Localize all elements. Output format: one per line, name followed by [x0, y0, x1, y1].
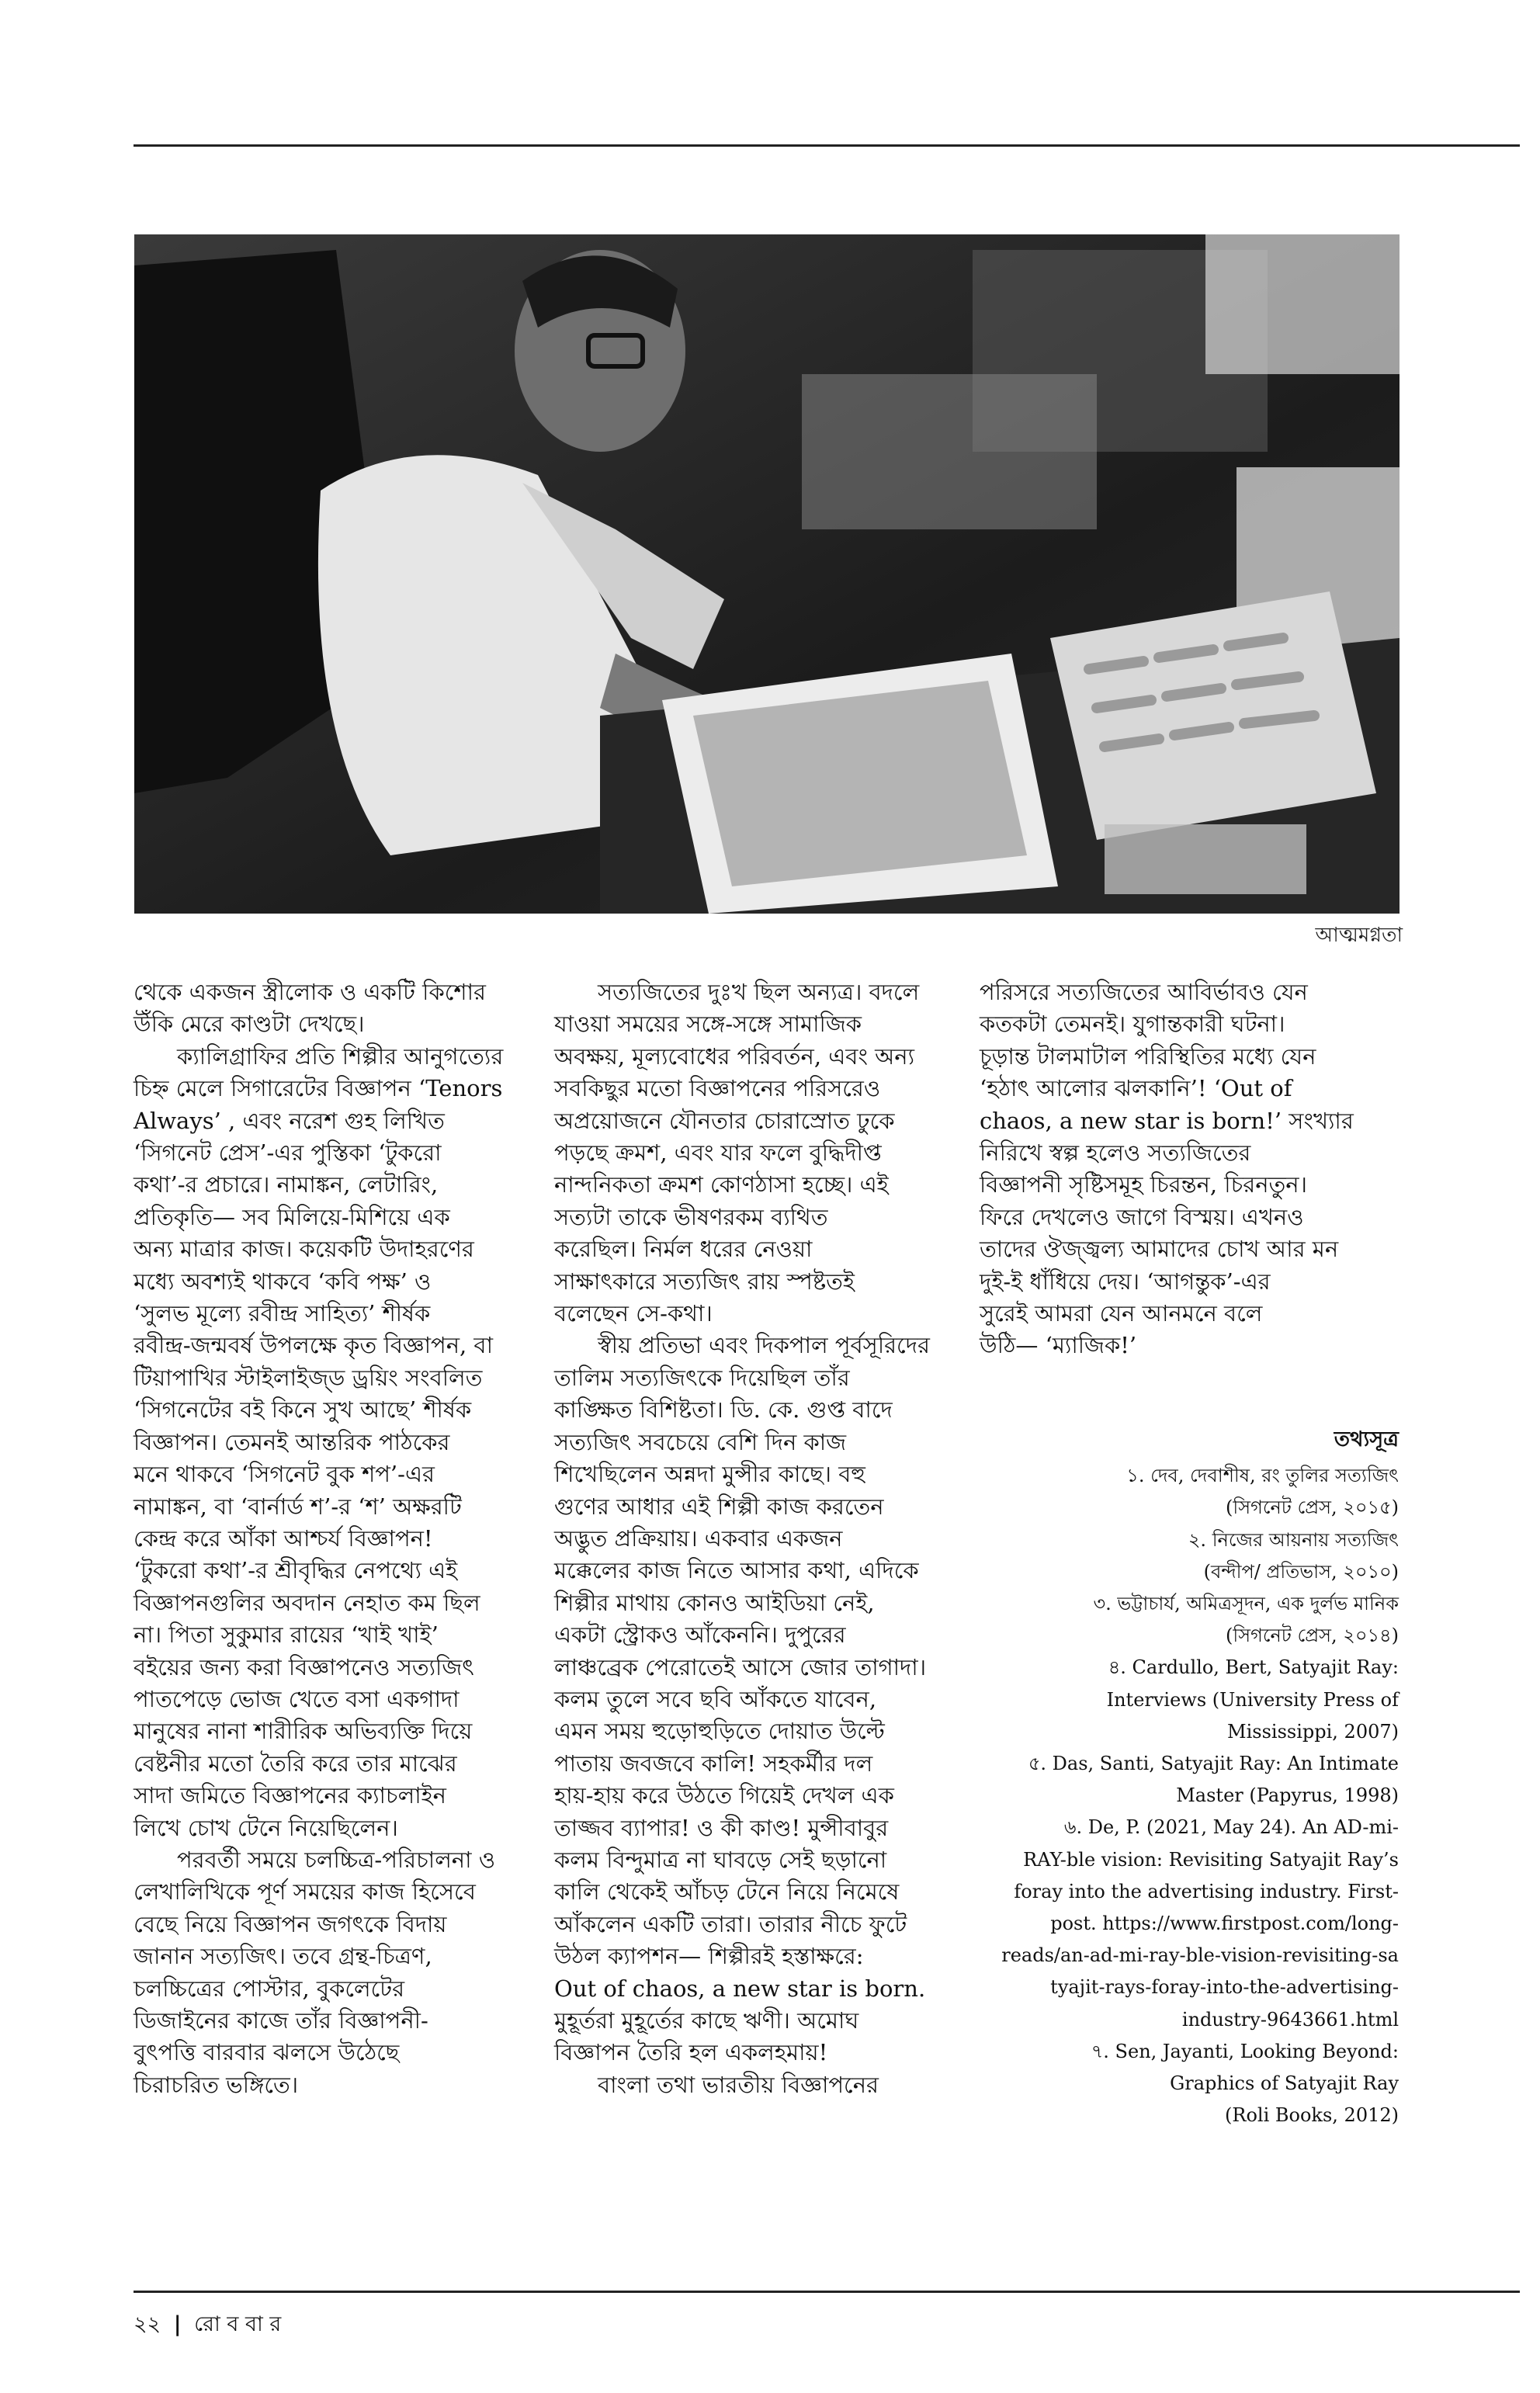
- sources-section: [980, 1424, 1399, 2131]
- article-line: Out of chaos, a new star is born.: [554, 1975, 926, 2002]
- article-line: সাদা জমিতে বিজ্ঞাপনের ক্যাচলাইন: [134, 1782, 446, 1809]
- article-line: ‘টুকরো কথা’-র শ্রীবৃদ্ধির নেপথ্যে এই: [134, 1557, 458, 1584]
- article-line: চূড়ান্ত টালমাটাল পরিস্থিতির মধ্যে যেন: [980, 1042, 1316, 1070]
- article-line: অন্য মাত্রার কাজ। কয়েকটি উদাহরণের: [134, 1236, 474, 1263]
- article-line: কাঙ্ক্ষিত বিশিষ্টতা। ডি. কে. গুপ্ত বাদে: [554, 1396, 893, 1424]
- source-line: post. https://www.firstpost.com/long-: [1050, 1913, 1399, 1935]
- photo-caption: আত্মমগ্নতা: [1315, 924, 1403, 947]
- page-number: ২২: [134, 2312, 161, 2336]
- article-line: নিরিখে স্বল্প হলেও সত্যজিতের: [980, 1139, 1251, 1167]
- article-line: ডিজাইনের কাজে তাঁর বিজ্ঞাপনী-: [134, 2007, 428, 2034]
- article-line: উঁকি মেরে কাণ্ডটা দেখছে।: [134, 1011, 365, 1038]
- article-line: চিরাচরিত ভঙ্গিতে।: [134, 2071, 299, 2098]
- source-line: ৭. Sen, Jayanti, Looking Beyond:: [1091, 2040, 1399, 2062]
- article-column-3: [980, 976, 1399, 1362]
- source-line: (সিগনেট প্রেস, ২০১৫): [1226, 1496, 1399, 1519]
- article-line: সাক্ষাৎকারে সত্যজিৎ রায় স্পষ্টতই: [554, 1268, 855, 1295]
- article-line: পাতপেড়ে ভোজ খেতে বসা একগাদা: [134, 1685, 460, 1712]
- source-line: Mississippi, 2007): [1227, 1720, 1399, 1743]
- article-line: দুই-ই ধাঁধিয়ে দেয়। ‘আগন্তুক’-এর: [980, 1268, 1271, 1295]
- article-line: করেছিল। নির্মল ধরের নেওয়া: [554, 1236, 813, 1263]
- source-line: ৩. ভট্টাচার্য, অমিত্রসূদন, এক দুর্লভ মানিক: [1093, 1593, 1399, 1615]
- article-line: সত্যটা তাকে ভীষণরকম ব্যথিত: [554, 1203, 828, 1230]
- source-line: Interviews (University Press of: [1106, 1688, 1399, 1711]
- article-line: ক্যালিগ্রাফির প্রতি শিল্পীর আনুগত্যের: [177, 1042, 504, 1070]
- article-line: Always’ , এবং নরেশ গুহ লিখিত: [134, 1107, 445, 1134]
- article-line: মধ্যে অবশ্যই থাকবে ‘কবি পক্ষ’ ও: [134, 1268, 432, 1295]
- article-line: ‘সিগনেটের বই কিনে সুখ আছে’ শীর্ষক: [134, 1396, 472, 1424]
- article-line: নামাঙ্কন, বা ‘বার্নার্ড শ’-র ‘শ’ অক্ষরটি: [134, 1493, 462, 1520]
- source-line: RAY-ble vision: Revisiting Satyajit Ray’s: [1023, 1848, 1399, 1871]
- article-line: কলম তুলে সবে ছবি আঁকতে যাবেন,: [554, 1685, 877, 1712]
- article-line: অদ্ভুত প্রক্রিয়ায়। একবার একজন: [554, 1524, 843, 1552]
- magazine-name: রো ব বা র: [194, 2312, 282, 2336]
- article-line: ‘সুলভ মূল্যে রবীন্দ্র সাহিত্য’ শীর্ষক: [134, 1300, 431, 1327]
- article-line: স্বীয় প্রতিভা এবং দিকপাল পূর্বসূরিদের: [598, 1332, 930, 1359]
- article-line: সবকিছুর মতো বিজ্ঞাপনের পরিসরেও: [554, 1075, 881, 1102]
- article-line: সুরেই আমরা যেন আনমনে বলে: [980, 1300, 1263, 1327]
- article-line: বুৎপত্তি বারবার ঝলসে উঠেছে: [134, 2039, 400, 2066]
- article-line: মানুষের নানা শারীরিক অভিব্যক্তি দিয়ে: [134, 1718, 473, 1745]
- article-line: তালিম সত্যজিৎকে দিয়েছিল তাঁর: [554, 1364, 850, 1391]
- article-line: না। পিতা সুকুমার রায়ের ‘খাই খাই’: [134, 1621, 439, 1649]
- article-line: লাঞ্চব্রেক পেরোতেই আসে জোর তাগাদা।: [554, 1653, 927, 1680]
- article-line: একটা স্ট্রোকও আঁকেননি। দুপুরের: [554, 1621, 846, 1649]
- article-line: সত্যজিতের দুঃখ ছিল অন্যত্র। বদলে: [598, 979, 920, 1005]
- article-line: থেকে একজন স্ত্রীলোক ও একটি কিশোর: [134, 979, 486, 1005]
- source-line: ২. নিজের আয়নায় সত্যজিৎ: [1188, 1528, 1399, 1551]
- source-line: industry-9643661.html: [1181, 2008, 1399, 2031]
- article-line: শিখেছিলেন অন্নদা মুন্সীর কাছে। বহু: [554, 1461, 865, 1488]
- article-line: কলম বিন্দুমাত্র না ঘাবড়ে সেই ছড়ানো: [554, 1846, 887, 1873]
- article-line: উঠি— ‘ম্যাজিক!’: [980, 1332, 1137, 1359]
- source-line: reads/an-ad-mi-ray-ble-vision-revisiting-sa: [1001, 1944, 1399, 1967]
- article-line: বাংলা তথা ভারতীয় বিজ্ঞাপনের: [598, 2071, 879, 2098]
- article-line: লেখালিখিকে পূর্ণ সময়ের কাজ হিসেবে: [134, 1878, 476, 1906]
- sources-list: [980, 1460, 1399, 2131]
- source-line: tyajit-rays-foray-into-the-advertising-: [1050, 1976, 1399, 1999]
- article-line: বইয়ের জন্য করা বিজ্ঞাপনেও সত্যজিৎ: [134, 1653, 474, 1680]
- article-line: বেছে নিয়ে বিজ্ঞাপন জগৎকে বিদায়: [134, 1910, 447, 1937]
- artist-photo: [134, 234, 1400, 914]
- article-line: শিল্পীর মাথায় কোনও আইডিয়া নেই,: [554, 1589, 875, 1616]
- article-line: পরবর্তী সময়ে চলচ্চিত্র-পরিচালনা ও: [177, 1846, 496, 1873]
- source-line: foray into the advertising industry. First-: [1014, 1880, 1399, 1902]
- footer-separator: |: [173, 2312, 182, 2336]
- article-line: লিখে চোখ টেনে নিয়েছিলেন।: [134, 1814, 398, 1841]
- article-line: মক্কেলের কাজ নিতে আসার কথা, এদিকে: [554, 1557, 919, 1584]
- article-line: অবক্ষয়, মূল্যবোধের পরিবর্তন, এবং অন্য: [554, 1042, 914, 1070]
- article-line: বিজ্ঞাপন তৈরি হল একলহমায়!: [554, 2039, 828, 2066]
- article-line: অপ্রয়োজনে যৌনতার চোরাস্রোত ঢুকে: [554, 1107, 895, 1134]
- source-line: (সিগনেট প্রেস, ২০১৪): [1226, 1625, 1399, 1647]
- article-line: সত্যজিৎ সবচেয়ে বেশি দিন কাজ: [554, 1428, 847, 1455]
- article-line: গুণের আধার এই শিল্পী কাজ করতেন: [554, 1493, 884, 1520]
- article-line: এমন সময় হুড়োহুড়িতে দোয়াত উল্টে: [554, 1718, 885, 1745]
- article-line: টিয়াপাখির স্টাইলাইজ্ড ড্রয়িং সংবলিত: [134, 1364, 483, 1391]
- article-column-2: [554, 976, 973, 2101]
- article-line: বলেছেন সে-কথা।: [554, 1300, 713, 1327]
- article-line: জানান সত্যজিৎ। তবে গ্রন্থ-চিত্রণ,: [134, 1943, 432, 1970]
- article-line: প্রতিকৃতি— সব মিলিয়ে-মিশিয়ে এক: [134, 1203, 450, 1230]
- article-line: ‘সিগনেট প্রেস’-এর পুস্তিকা ‘টুকরো: [134, 1139, 442, 1167]
- source-line: ৬. De, P. (2021, May 24). An AD-mi-: [1063, 1816, 1399, 1839]
- page-footer: [134, 2308, 281, 2343]
- source-line: ৪. Cardullo, Bert, Satyajit Ray:: [1108, 1656, 1399, 1679]
- article-line: যাওয়া সময়ের সঙ্গে-সঙ্গে সামাজিক: [554, 1011, 862, 1038]
- article-line: কথা’-র প্রচারে। নামাঙ্কন, লেটারিং,: [134, 1171, 439, 1198]
- article-line: পড়ছে ক্রমশ, এবং যার ফলে বুদ্ধিদীপ্ত: [554, 1139, 882, 1167]
- article-line: কেন্দ্র করে আঁকা আশ্চর্য বিজ্ঞাপন!: [134, 1524, 433, 1552]
- source-line: (বন্দীপ/ প্রতিভাস, ২০১০): [1203, 1560, 1399, 1583]
- article-line: হায়-হায় করে উঠতে গিয়েই দেখল এক: [554, 1782, 894, 1809]
- article-line: নান্দনিকতা ক্রমশ কোণঠাসা হচ্ছে। এই: [554, 1171, 889, 1198]
- source-line: (Roli Books, 2012): [1225, 2104, 1399, 2127]
- top-rule: [134, 144, 1520, 147]
- source-line: Master (Papyrus, 1998): [1176, 1784, 1399, 1807]
- article-line: পরিসরে সত্যজিতের আবির্ভাবও যেন: [980, 979, 1308, 1005]
- article-line: মুহূর্তরা মুহূর্তের কাছে ঋণী। অমোঘ: [554, 2007, 859, 2034]
- article-line: ‘হঠাৎ আলোর ঝলকানি’! ‘Out of: [980, 1075, 1292, 1102]
- article-line: উঠল ক্যাপশন— শিল্পীরই হস্তাক্ষরে:: [554, 1943, 864, 1970]
- source-line: ৫. Das, Santi, Satyajit Ray: An Intimate: [1028, 1753, 1399, 1775]
- article-line: ফিরে দেখলেও জাগে বিস্ময়। এখনও: [980, 1203, 1304, 1230]
- article-line: আঁকলেন একটি তারা। তারার নীচে ফুটে: [554, 1910, 907, 1937]
- article-column-1: [134, 976, 537, 2101]
- article-line: রবীন্দ্র-জন্মবর্ষ উপলক্ষে কৃত বিজ্ঞাপন, বা: [134, 1332, 493, 1359]
- article-line: তাদের ঔজ্জ্বল্য আমাদের চোখ আর মন: [980, 1236, 1339, 1263]
- article-line: বেষ্টনীর মতো তৈরি করে তার মাঝের: [134, 1750, 457, 1777]
- source-line: ১. দেব, দেবাশীষ, রং তুলির সত্যজিৎ: [1126, 1465, 1399, 1487]
- article-line: বিজ্ঞাপনী সৃষ্টিসমূহ চিরন্তন, চিরনতুন।: [980, 1171, 1307, 1198]
- article-line: পাতায় জবজবে কালি! সহকর্মীর দল: [554, 1750, 873, 1777]
- article-line: বিজ্ঞাপনগুলির অবদান নেহাত কম ছিল: [134, 1589, 480, 1616]
- article-line: তাজ্জব ব্যাপার! ও কী কাণ্ড! মুন্সীবাবুর: [554, 1814, 889, 1841]
- article-line: বিজ্ঞাপন। তেমনই আন্তরিক পাঠকের: [134, 1428, 450, 1455]
- article-line: চিহ্ন মেলে সিগারেটের বিজ্ঞাপন ‘Tenors: [134, 1075, 503, 1102]
- sources-title: তথ্যসূত্র: [1334, 1427, 1399, 1451]
- article-line: চলচ্চিত্রের পোস্টার, বুকলেটের: [134, 1975, 405, 2002]
- article-line: chaos, a new star is born!’ সংখ্যার: [980, 1107, 1354, 1134]
- article-line: কতকটা তেমনই। যুগান্তকারী ঘটনা।: [980, 1011, 1285, 1038]
- photo-illustration: [134, 234, 1400, 914]
- article-line: কালি থেকেই আঁচড় টেনে নিয়ে নিমেষে: [554, 1878, 900, 1906]
- bottom-rule: [134, 2291, 1520, 2293]
- article-line: মনে থাকবে ‘সিগনেট বুক শপ’-এর: [134, 1461, 435, 1488]
- source-line: Graphics of Satyajit Ray: [1170, 2072, 1399, 2095]
